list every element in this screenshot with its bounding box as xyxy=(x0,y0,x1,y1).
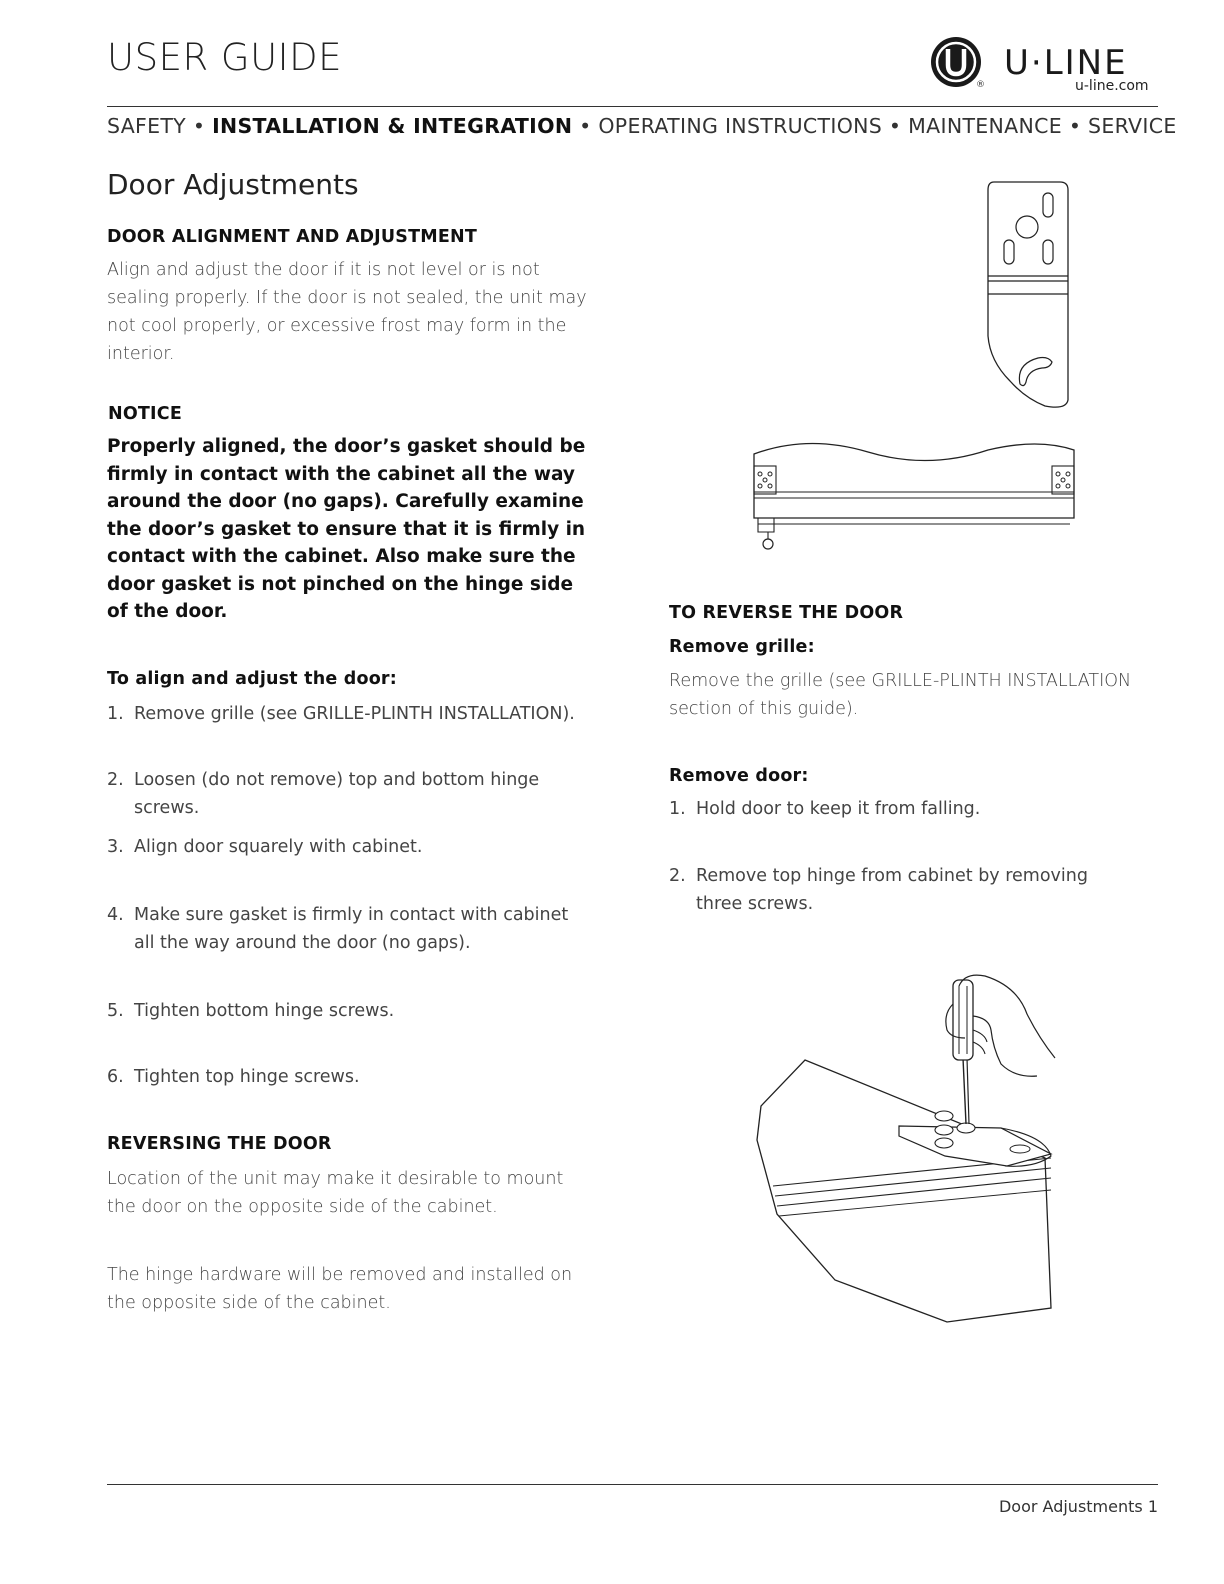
remove-hinge-illustration xyxy=(755,968,1060,1328)
document-title: USER GUIDE xyxy=(107,36,342,79)
reversing-paragraph-2: The hinge hardware will be removed and installed on the opposite side of the cabinet. xyxy=(107,1265,573,1313)
nav-item-operating[interactable]: OPERATING INSTRUCTIONS xyxy=(598,114,883,138)
page-footer: Door Adjustments 1 xyxy=(998,1497,1158,1516)
list-item: 2. Remove top hinge from cabinet by removing three screws. xyxy=(669,866,1088,914)
nav-item-maintenance[interactable]: MAINTENANCE xyxy=(908,114,1062,138)
brand-wordmark: U·LINE xyxy=(1004,43,1128,83)
section-heading-alignment: DOOR ALIGNMENT AND ADJUSTMENT xyxy=(107,227,478,247)
door-top-view-illustration xyxy=(748,436,1080,556)
remove-grille-paragraph: Remove the grille (see GRILLE-PLINTH INSTALLATION section of this guide). xyxy=(669,671,1132,719)
section-nav xyxy=(107,114,1177,138)
alignment-paragraph: Align and adjust the door if it is not level or is not sealing properly. If the door is not sealed, the unit may not cool properly, or excessive frost may form in the interior. xyxy=(107,260,587,364)
nav-separator: • xyxy=(888,114,902,138)
footer-divider xyxy=(107,1484,1158,1485)
nav-separator: • xyxy=(1068,114,1082,138)
notice-heading: NOTICE xyxy=(108,404,182,424)
list-item: 6. Tighten top hinge screws. xyxy=(107,1067,360,1087)
list-item: 1. Remove grille (see GRILLE-PLINTH INSTALLATION). xyxy=(107,704,575,724)
list-item: 2. Loosen (do not remove) top and bottom hinge screws. xyxy=(107,770,540,818)
nav-separator: • xyxy=(192,114,206,138)
reversing-heading: REVERSING THE DOOR xyxy=(107,1134,332,1154)
registered-mark: ® xyxy=(976,80,985,90)
to-reverse-heading: TO REVERSE THE DOOR xyxy=(669,603,904,623)
reversing-paragraph-1: Location of the unit may make it desirable to mount the door on the opposite side of the cabinet. xyxy=(107,1169,564,1217)
hinge-plate-illustration xyxy=(980,176,1080,416)
notice-paragraph: Properly aligned, the door’s gasket should be firmly in contact with the cabinet all the way around the door (no gaps). Carefully examine the door’s gasket to ensure that it is firmly in contact with the cabinet. Also make sure the door gasket is not pinched on the hinge side of the door. xyxy=(107,436,586,622)
list-item: 4. Make sure gasket is firmly in contact with cabinet all the way around the door (no gaps). xyxy=(107,905,569,953)
nav-separator: • xyxy=(579,114,592,138)
remove-grille-heading: Remove grille: xyxy=(669,637,815,657)
align-steps-heading: To align and adjust the door: xyxy=(107,669,397,689)
header-divider xyxy=(107,106,1158,107)
nav-item-service[interactable]: SERVICE xyxy=(1088,114,1177,138)
nav-item-safety[interactable]: SAFETY xyxy=(107,114,187,138)
page-heading: Door Adjustments xyxy=(107,168,359,201)
remove-door-heading: Remove door: xyxy=(669,766,809,786)
nav-item-installation[interactable]: INSTALLATION & INTEGRATION xyxy=(212,114,573,138)
list-item: 5. Tighten bottom hinge screws. xyxy=(107,1001,395,1021)
brand-url[interactable]: u-line.com xyxy=(1075,78,1149,94)
list-item: 1. Hold door to keep it from falling. xyxy=(669,799,981,819)
list-item: 3. Align door squarely with cabinet. xyxy=(107,837,423,857)
